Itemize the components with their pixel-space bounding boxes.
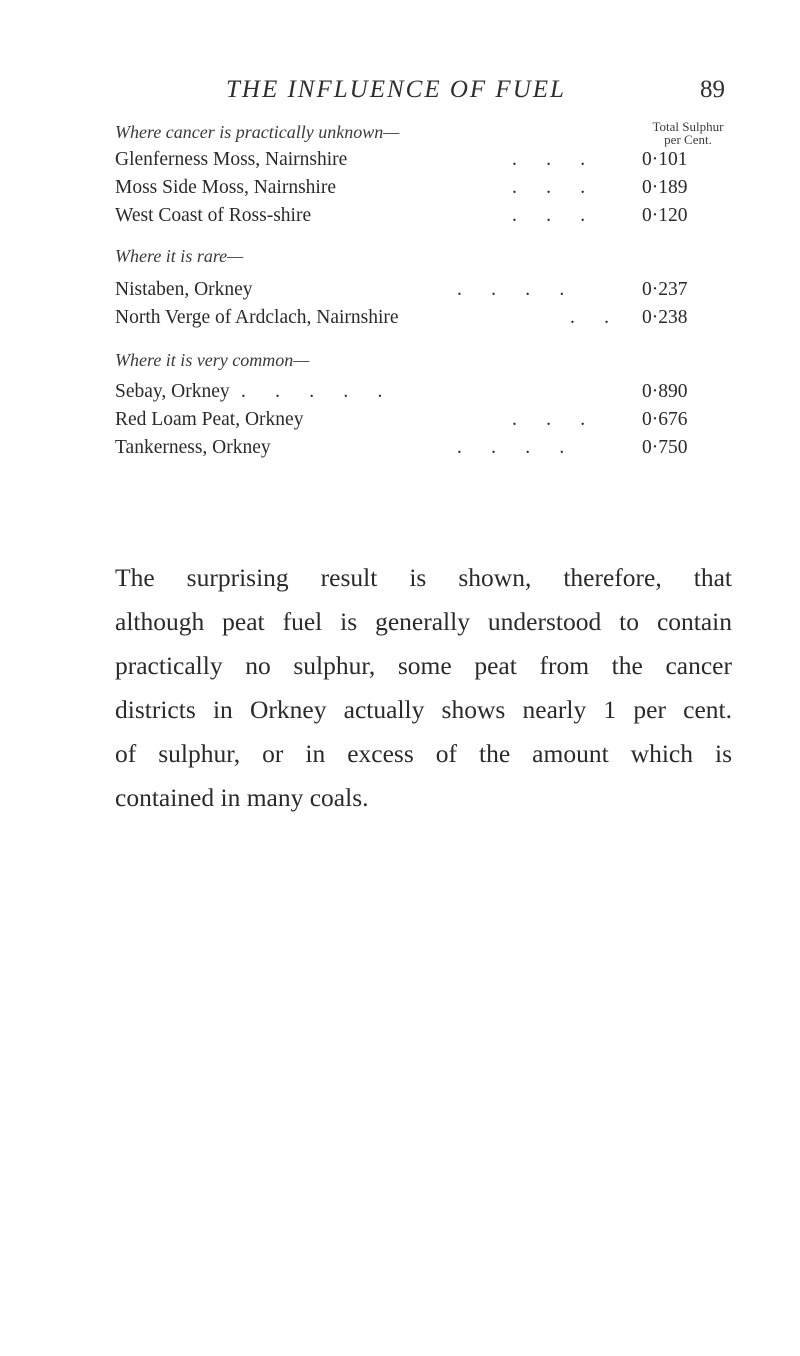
table-row [115, 304, 715, 332]
row-value: 0·189 [642, 177, 688, 198]
row-leader-dots: . . . . [457, 279, 565, 300]
table-row [115, 276, 715, 304]
page-number: 89 [700, 76, 725, 103]
row-value: 0·101 [642, 149, 688, 170]
column-header [638, 120, 738, 146]
paragraph-line: practically no sulphur, some peat from the cancer [115, 651, 732, 680]
row-value: 0·237 [642, 279, 688, 300]
row-name: North Verge of Ardclach, Nairnshire [115, 307, 399, 328]
row-leader-dots: . . . . . [241, 381, 383, 402]
row-value: 0·750 [642, 437, 688, 458]
table-row [115, 174, 715, 202]
row-name: Nistaben, Orkney [115, 279, 253, 300]
row-name: Glenferness Moss, Nairnshire [115, 149, 348, 170]
table-row [115, 146, 715, 174]
row-name: Sebay, Orkney [115, 381, 230, 402]
body-paragraph [115, 556, 732, 820]
row-name: Moss Side Moss, Nairnshire [115, 177, 337, 198]
row-name: West Coast of Ross-shire [115, 205, 312, 226]
row-leader-dots: . . . [512, 177, 586, 198]
paragraph-line: districts in Orkney actually shows nearly 1 per cent. [115, 695, 732, 724]
group-heading-unknown: Where cancer is practically unknown— [115, 122, 400, 142]
row-leader-dots: . . [570, 307, 609, 328]
row-value: 0·238 [642, 307, 688, 328]
group-heading-rare: Where it is rare— [115, 246, 244, 266]
row-value: 0·676 [642, 409, 688, 430]
row-leader-dots: . . . . [457, 437, 565, 458]
column-header-line-1: Total Sulphur [652, 119, 724, 134]
column-header-line-2: per Cent. [664, 132, 712, 147]
group-heading-common: Where it is very common— [115, 350, 310, 370]
row-name: Tankerness, Orkney [115, 437, 271, 458]
paragraph-line: The surprising result is shown, therefore, that [115, 563, 732, 592]
row-leader-dots: . . . [512, 205, 586, 226]
table-row [115, 434, 715, 462]
paragraph-line: contained in many coals. [115, 783, 369, 812]
row-value: 0·120 [642, 205, 688, 226]
paragraph-line: although peat fuel is generally understood to contain [115, 607, 732, 636]
table-row [115, 202, 715, 230]
row-leader-dots: . . . [512, 409, 586, 430]
running-head: THE INFLUENCE OF FUEL [226, 76, 566, 103]
row-value: 0·890 [642, 381, 688, 402]
paragraph-line: of sulphur, or in excess of the amount which is [115, 739, 732, 768]
row-name: Red Loam Peat, Orkney [115, 409, 304, 430]
table-row [115, 378, 715, 406]
table-row [115, 406, 715, 434]
row-leader-dots: . . . [512, 149, 586, 170]
